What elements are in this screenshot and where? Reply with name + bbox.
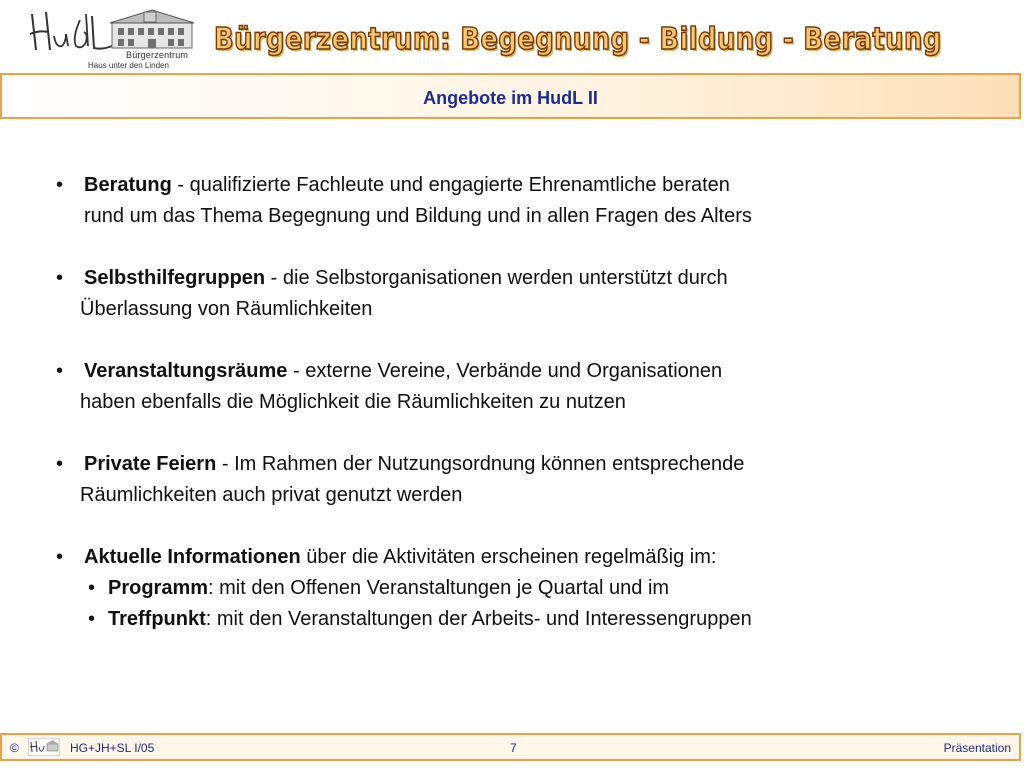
bullet-term: Beratung [84, 174, 172, 196]
bullet-text: - externe Vereine, Verbände und Organisationen [287, 360, 723, 382]
bullet-term: Selbsthilfegruppen [84, 267, 266, 289]
bullet-icon: • [56, 360, 64, 382]
page-title: Bürgerzentrum: Begegnung - Bildung - Beratung [214, 22, 942, 57]
bullet-icon: • [56, 453, 64, 475]
bullet-icon: • [56, 267, 64, 289]
bullet-term: Veranstaltungsräume [84, 360, 288, 382]
bullet-icon: • [56, 174, 64, 196]
bullet-line [84, 356, 976, 387]
sub-bullet-text: : mit den Offenen Veranstaltungen je Quartal und im [208, 577, 670, 599]
bullet-line-2: Überlassung von Räumlichkeiten [80, 298, 373, 320]
hudl-logo [26, 6, 196, 72]
bullet-text: über die Aktivitäten erscheinen regelmäßig im: [300, 546, 717, 568]
logo-subtitle: Haus unter den Linden [88, 61, 169, 70]
bullet-text: - die Selbstorganisationen werden unterstützt durch [265, 267, 728, 289]
bullet-line-2: Räumlichkeiten auch privat genutzt werden [80, 484, 463, 506]
bullet-icon: • [56, 546, 64, 568]
bullet-text: - qualifizierte Fachleute und engagierte Ehrenamtliche beraten [171, 174, 730, 196]
bullet-text: - Im Rahmen der Nutzungsordnung können entsprechende [216, 453, 745, 475]
bullet-line [84, 449, 976, 480]
bullet-line-2: haben ebenfalls die Möglichkeit die Räumlichkeiten zu nutzen [80, 391, 626, 413]
sub-bullet-icon: • [88, 608, 96, 630]
sub-bullet-text: : mit den Veranstaltungen der Arbeits- und Interessengruppen [205, 608, 752, 630]
footer-logo-icon [28, 738, 60, 756]
sub-bullet-treffpunkt [84, 604, 976, 635]
page-number: 7 [510, 741, 517, 755]
footer [0, 733, 1021, 761]
bullet-selbsthilfegruppen [56, 263, 976, 325]
bullet-aktuelle-informationen [56, 542, 976, 635]
bullet-line [84, 542, 976, 573]
bullet-list [56, 170, 976, 666]
sub-bullet-term: Programm [108, 577, 209, 599]
bullet-beratung [56, 170, 976, 232]
logo-name: Bürgerzentrum [126, 50, 189, 60]
sub-bullet-term: Treffpunkt [108, 608, 206, 630]
sub-bullet-programm [84, 573, 976, 604]
sub-bullet-icon: • [88, 577, 96, 599]
slide-subtitle: Angebote im HudL II [423, 88, 598, 108]
footer-label: Präsentation [943, 741, 1011, 755]
bullet-line [84, 170, 976, 201]
bullet-veranstaltungsraeume [56, 356, 976, 418]
subtitle-bar [0, 73, 1021, 119]
bullet-term: Aktuelle Informationen [84, 546, 301, 568]
bullet-term: Private Feiern [84, 453, 217, 475]
sub-bullet-list [84, 573, 976, 635]
bullet-private-feiern [56, 449, 976, 511]
footer-author: HG+JH+SL I/05 [70, 741, 155, 755]
bullet-line-2: rund um das Thema Begegnung und Bildung und in allen Fragen des Alters [84, 205, 752, 227]
copyright-symbol: © [10, 741, 19, 755]
bullet-line [84, 263, 976, 294]
